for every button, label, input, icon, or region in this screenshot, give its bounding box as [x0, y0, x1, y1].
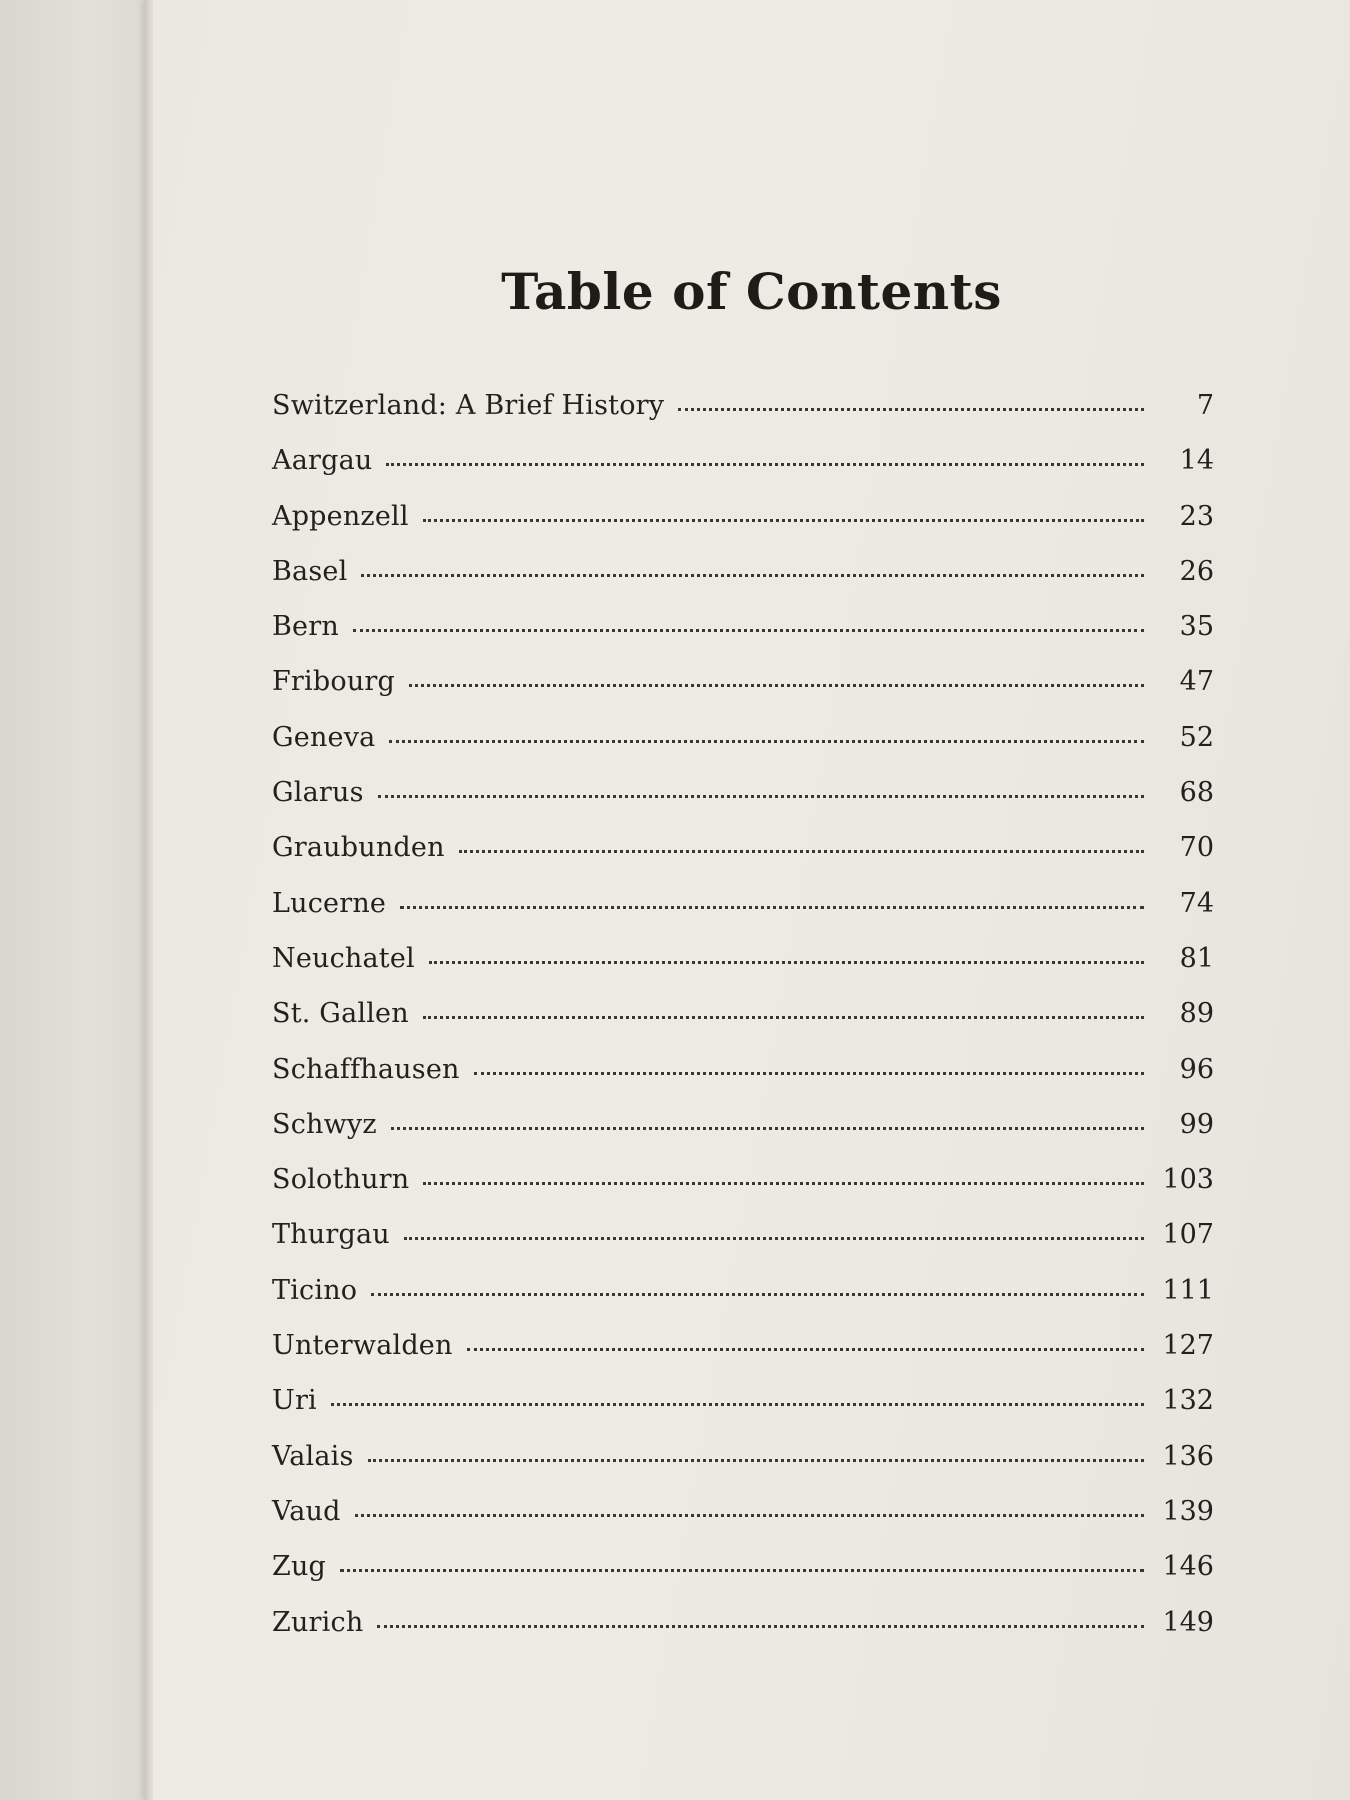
toc-entry[interactable] — [272, 722, 1214, 777]
toc-entry-page: 136 — [1162, 1440, 1214, 1472]
dot-leader — [423, 1181, 1144, 1185]
toc-entry[interactable] — [272, 1164, 1214, 1219]
toc-entry-title: Neuchatel — [272, 942, 415, 974]
dot-leader — [404, 1236, 1144, 1240]
dot-leader — [371, 1292, 1144, 1296]
toc-entry-title: Geneva — [272, 721, 376, 753]
toc-entry-title: Fribourg — [272, 666, 395, 698]
toc-entry[interactable] — [272, 777, 1214, 832]
toc-entry-title: Uri — [272, 1385, 317, 1417]
dot-leader — [467, 1347, 1144, 1351]
toc-entry[interactable] — [272, 1109, 1214, 1164]
toc-entry-title: Basel — [272, 555, 348, 587]
toc-entry-page: 26 — [1179, 555, 1214, 587]
toc-entry[interactable] — [272, 943, 1214, 998]
dot-leader — [331, 1402, 1144, 1406]
toc-entry-page: 103 — [1162, 1164, 1214, 1196]
toc-entry[interactable] — [272, 1054, 1214, 1109]
toc-entry-page: 52 — [1179, 721, 1214, 753]
toc-entry[interactable] — [272, 556, 1214, 611]
toc-entry-title: Ticino — [272, 1274, 358, 1306]
dot-leader — [423, 1015, 1144, 1019]
dot-leader — [355, 1513, 1144, 1517]
dot-leader — [386, 462, 1144, 466]
toc-entry-page: 132 — [1162, 1385, 1214, 1417]
dot-leader — [678, 407, 1144, 411]
toc-entry[interactable] — [272, 1219, 1214, 1274]
toc-entry-page: 139 — [1162, 1495, 1214, 1527]
toc-entry-title: St. Gallen — [272, 998, 409, 1030]
toc-entry[interactable] — [272, 501, 1214, 556]
toc-entry-page: 89 — [1179, 998, 1214, 1030]
toc-entry-title: Zug — [272, 1551, 327, 1583]
toc-entry[interactable] — [272, 1385, 1214, 1440]
page-title: Table of Contents — [501, 262, 1002, 321]
toc-list — [272, 390, 1214, 1662]
dot-leader — [409, 683, 1144, 687]
toc-entry[interactable] — [272, 1275, 1214, 1330]
toc-entry[interactable] — [272, 611, 1214, 666]
toc-entry-page: 68 — [1179, 777, 1214, 809]
dot-leader — [361, 573, 1144, 577]
toc-entry[interactable] — [272, 390, 1214, 445]
toc-entry-title: Zurich — [272, 1606, 364, 1638]
toc-entry-page: 7 — [1196, 390, 1214, 421]
toc-entry-title: Aargau — [272, 445, 373, 477]
toc-entry-page: 70 — [1179, 832, 1214, 864]
toc-entry-title: Schwyz — [272, 1108, 377, 1140]
dot-leader — [429, 960, 1144, 964]
dot-leader — [459, 849, 1144, 853]
toc-entry[interactable] — [272, 1496, 1214, 1551]
toc-entry-title: Unterwalden — [272, 1330, 453, 1362]
toc-entry-page: 23 — [1179, 500, 1214, 532]
toc-entry-page: 35 — [1179, 611, 1214, 643]
toc-entry-title: Glarus — [272, 777, 364, 809]
toc-entry-page: 149 — [1162, 1606, 1214, 1638]
dot-leader — [391, 1126, 1144, 1130]
dot-leader — [353, 628, 1144, 632]
toc-entry-title: Solothurn — [272, 1164, 410, 1196]
dot-leader — [368, 1458, 1144, 1462]
toc-entry-page: 99 — [1179, 1108, 1214, 1140]
toc-entry-title: Appenzell — [272, 500, 409, 532]
toc-entry-title: Graubunden — [272, 832, 445, 864]
dot-leader — [378, 794, 1144, 798]
toc-entry-page: 96 — [1179, 1053, 1214, 1085]
toc-entry-title: Vaud — [272, 1495, 341, 1527]
toc-entry-page: 47 — [1179, 666, 1214, 698]
toc-entry[interactable] — [272, 1607, 1214, 1662]
toc-entry-title: Switzerland: A Brief History — [272, 390, 665, 421]
toc-entry-page: 81 — [1179, 942, 1214, 974]
toc-entry[interactable] — [272, 1551, 1214, 1606]
dot-leader — [389, 739, 1144, 743]
toc-entry-title: Valais — [272, 1440, 354, 1472]
toc-entry[interactable] — [272, 998, 1214, 1053]
toc-entry[interactable] — [272, 666, 1214, 721]
dot-leader — [340, 1568, 1144, 1572]
toc-entry-title: Thurgau — [272, 1219, 390, 1251]
toc-entry[interactable] — [272, 445, 1214, 500]
toc-entry[interactable] — [272, 888, 1214, 943]
left-page-edge — [0, 0, 150, 1800]
dot-leader — [400, 905, 1144, 909]
dot-leader — [377, 1624, 1144, 1628]
toc-entry-page: 14 — [1179, 445, 1214, 477]
toc-entry-page: 111 — [1162, 1274, 1214, 1306]
toc-entry-title: Bern — [272, 611, 339, 643]
dot-leader — [423, 518, 1144, 522]
toc-entry-title: Lucerne — [272, 887, 387, 919]
toc-entry-title: Schaffhausen — [272, 1053, 460, 1085]
toc-entry-page: 74 — [1179, 887, 1214, 919]
dot-leader — [474, 1071, 1144, 1075]
toc-entry-page: 146 — [1162, 1551, 1214, 1583]
toc-entry-page: 107 — [1162, 1219, 1214, 1251]
toc-entry[interactable] — [272, 1441, 1214, 1496]
toc-entry[interactable] — [272, 832, 1214, 887]
toc-entry[interactable] — [272, 1330, 1214, 1385]
toc-entry-page: 127 — [1162, 1330, 1214, 1362]
